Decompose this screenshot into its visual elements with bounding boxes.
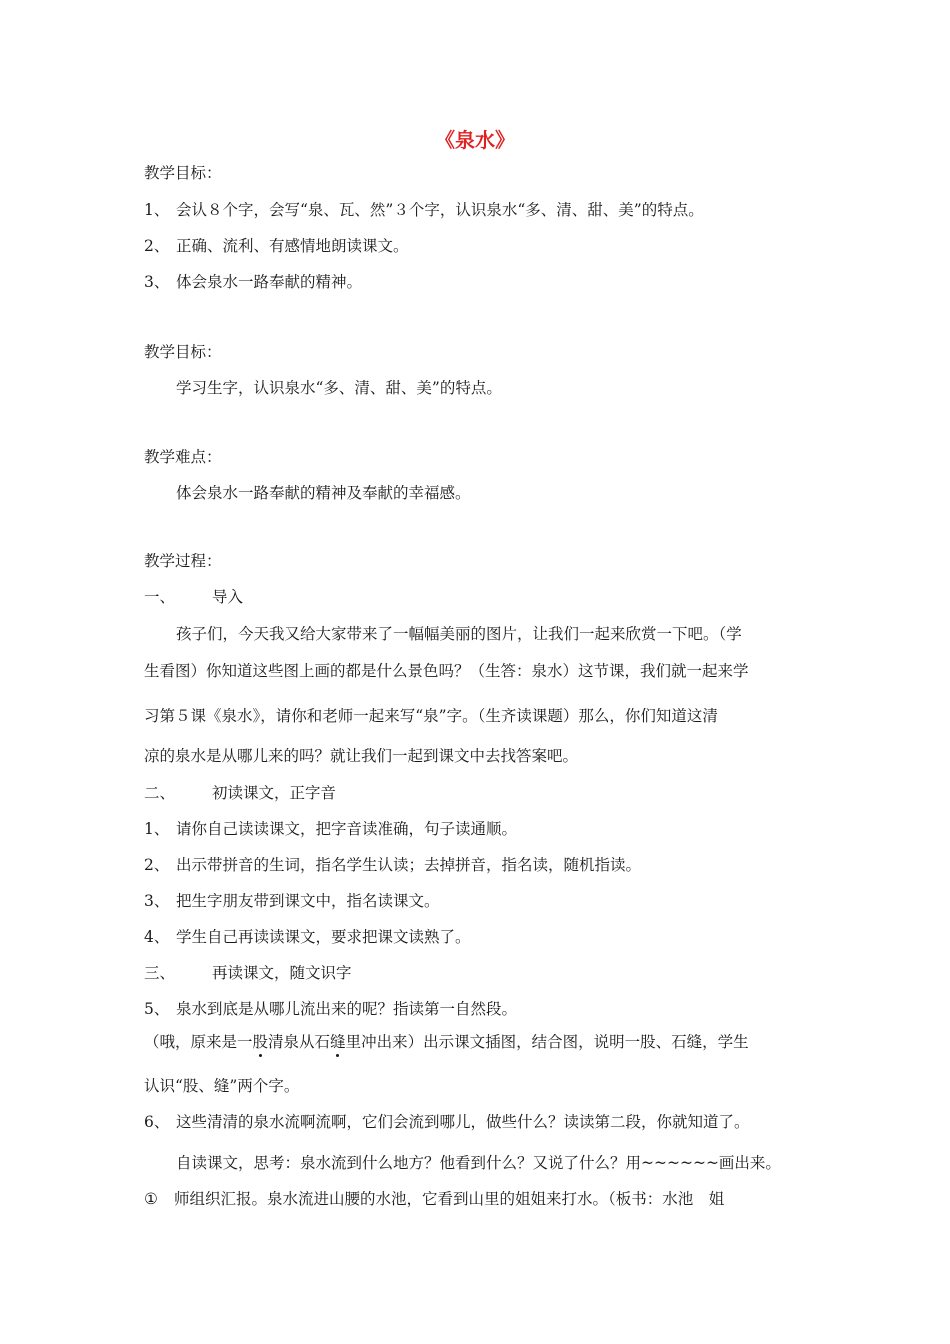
item-text: 请你自己读读课文，把字音读准确，句子读通顺。 [176, 820, 518, 838]
item-number: 4、 [144, 928, 170, 946]
difficulty-text: 体会泉水一路奉献的精神及奉献的幸福感。 [176, 484, 471, 502]
item-text: 泉水到底是从哪儿流出来的呢？指读第一自然段。 [176, 1000, 518, 1018]
list-item [144, 998, 814, 1020]
item-text: 会认８个字，会写“泉、瓦、然”３个字，认识泉水“多、清、甜、美”的特点。 [176, 201, 704, 219]
list-item [144, 926, 814, 948]
goal-item [144, 235, 814, 257]
key-points-heading: 教学目标： [144, 343, 222, 361]
paragraph-line: 自读课文，思考：泉水流到什么地方？他看到什么？又说了什么？用~~~~~~画出来。 [176, 1154, 781, 1172]
process-heading: 教学过程： [144, 552, 222, 570]
goals-heading: 教学目标： [144, 164, 222, 182]
section-title: 导入 [212, 588, 244, 606]
item-number: ① [144, 1190, 158, 1208]
list-item [144, 1111, 814, 1133]
item-number: 2、 [144, 856, 170, 874]
paragraph-line: 孩子们，今天我又给大家带来了一幅幅美丽的图片，让我们一起来欣赏一下吧。（学 [176, 625, 742, 643]
section-heading [144, 962, 814, 984]
item-number: 1、 [144, 820, 170, 838]
key-points-text: 学习生字，认识泉水“多、清、甜、美”的特点。 [176, 379, 502, 397]
item-number: 3、 [144, 892, 170, 910]
item-text: 出示带拼音的生词，指名学生认读；去掉拼音，指名读，随机指读。 [176, 856, 642, 874]
item-number: 6、 [144, 1113, 170, 1131]
paragraph-line: 认识“股、缝”两个字。 [144, 1077, 300, 1095]
quote-line [144, 1031, 814, 1053]
emphasized-char: 缝 [330, 1033, 346, 1051]
section-heading [144, 782, 814, 804]
item-text: 正确、流利、有感情地朗读课文。 [176, 237, 409, 255]
quote-text: 清泉从石 [268, 1033, 331, 1051]
item-number: 5、 [144, 1000, 170, 1018]
item-text: 把生字朋友带到课文中，指名读课文。 [176, 892, 440, 910]
item-text: 这些清清的泉水流啊流啊，它们会流到哪儿，做些什么？读读第二段，你就知道了。 [176, 1113, 750, 1131]
list-item [144, 890, 814, 912]
paragraph-line: 生看图）你知道这些图上画的都是什么景色吗？（生答：泉水）这节课，我们就一起来学 [144, 662, 749, 680]
list-item [144, 818, 814, 840]
item-text: 体会泉水一路奉献的精神。 [176, 273, 363, 291]
quote-text: 里冲出来）出示课文插图，结合图，说明一股、石缝，学生 [345, 1033, 749, 1051]
section-number: 三、 [144, 964, 176, 982]
emphasized-char: 股 [252, 1033, 269, 1051]
item-number: 1、 [144, 201, 170, 219]
document-title: 《泉水》 [435, 128, 515, 152]
item-number: 2、 [144, 237, 170, 255]
section-title: 初读课文，正字音 [212, 784, 337, 802]
list-item [144, 1188, 814, 1210]
paragraph-line: 凉的泉水是从哪儿来的吗？就让我们一起到课文中去找答案吧。 [144, 747, 579, 765]
paragraph-line: 习第５课《泉水》，请你和老师一起来写“泉”字。（生齐读课题）那么，你们知道这清 [144, 707, 718, 725]
item-text: 学生自己再读读课文，要求把课文读熟了。 [176, 928, 471, 946]
list-item [144, 854, 814, 876]
section-heading [144, 586, 814, 608]
goal-item [144, 199, 814, 221]
section-number: 一、 [144, 588, 176, 606]
item-text: 师组织汇报。泉水流进山腰的水池，它看到山里的姐姐来打水。（板书：水池 姐 [174, 1190, 725, 1208]
item-number: 3、 [144, 273, 170, 291]
difficulty-heading: 教学难点： [144, 448, 222, 466]
section-number: 二、 [144, 784, 176, 802]
goal-item [144, 271, 814, 293]
quote-text: （哦，原来是一 [144, 1033, 253, 1051]
section-title: 再读课文，随文识字 [212, 964, 352, 982]
